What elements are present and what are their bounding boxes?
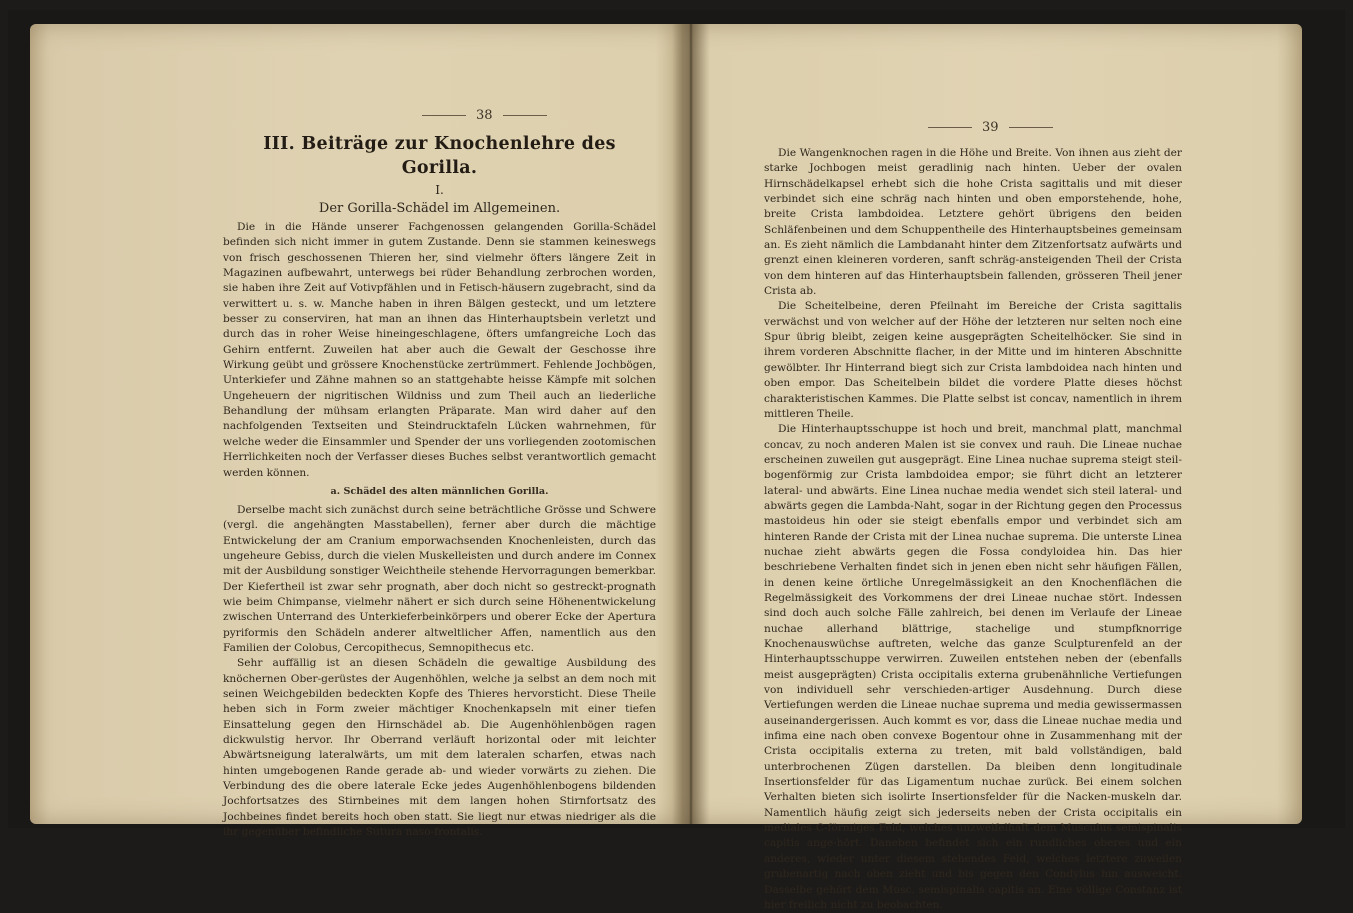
paragraph: Die Hinterhauptsschuppe ist hoch und breit, manchmal platt, manchmal concav, zu noch anderen Malen ist sie convex und rauh. Die Lineae nuchae erscheinen zuweilen gut ausgeprägt. Eine Linea nuchae suprema steigt steil-bogenförmig zur Crista lambdoidea empor; sie führt dicht an letzterer lateral- und abwärts. Eine Linea nuchae media wendet sich steil lateral- und abwärts gegen die Lambda-Naht, sogar in der Richtung gegen den Processus mastoideus hin oder sie steigt ebenfalls empor und verbindet sich am hinteren Rande der Crista mit der Linea nuchae suprema. Die unterste Linea nuchae zieht abwärts gegen die Fossa condyloidea hin. Das hier beschriebene Verhalten findet sich in jenen eben nicht sehr häufigen Fällen, in denen keine örtliche Unregelmässigkeit an den Knochenflächen die Regelmässigkeit des Vorkommens der drei Lineae nuchae stört. Indessen sind doch auch solche Fälle zahlreich, bei denen im Verlaufe der Lineae nuchae allerhand blättrige, stachelige und stumpfknorrige Knochenauswüchse auftreten, welche das ganze Sculpturenfeld an der Hinterhauptsschuppe verwirren. Zuweilen entstehen neben der (ebenfalls meist ausgeprägten) Crista occipitalis externa grubenähnliche Vertiefungen von individuell sehr verschieden-artiger Ausdehnung. Durch diese Vertiefungen werden die Lineae nuchae suprema und media gewissermassen auseinandergerissen. Auch kommt es vor, dass die Lineae nuchae media und infima eine nach oben convexe Bogentour ohne in Zusammenhang mit der Crista occipitalis externa zu treten, mit bald vollständigen, bald unterbrochenen Zügen darstellen. Da bleiben denn longitudinale Insertionsfelder für das Ligamentum nuchae zurück. Bei einem solchen Verhalten bieten sich isolirte Insertionsfelder für die Nacken-muskeln dar. Namentlich häufig zeigt sich jederseits neben der Crista occipitalis ein mediales C-förmiges Feld, welches unzweifelhaft dem Musculus semispinalis capitis ange-hört. Daneben befindet sich ein rundliches oberes und ein anderes, wieder unter diesem stehendes Feld, welches letztere zuweilen grubenartig nach oben zieht und bis gegen den Condylus hin ausweicht. Dasselbe gehört dem Musc. semispinalis capitis an. Eine völlige Constanz ist hier freilich nicht zu beobachten. [764,423,1182,911]
paragraph: Sehr auffällig ist an diesen Schädeln die gewaltige Ausbildung des knöchernen Ober-gerüstes der Augenhöhlen, welche ja selbst an dem noch mit seinen Weichgebilden bedeckten Kopfe des Thieres hervorsticht. Diese Theile heben sich in Form zweier mächtiger Knochenkapseln mit einer tiefen Einsattelung gegen den Hirnschädel ab. Die Augenhöhlenbögen ragen dickwulstig hervor. Ihr Oberrand verläuft horizontal oder mit leichter Abwärtsneigung lateralwärts, um mit dem lateralen scharfen, etwas nach hinten umgebogenen Rande gerade ab- und wieder vorwärts zu ziehen. Die Verbindung des die obere laterale Ecke jedes Augenhöhlenbogens bildenden Jochfortsatzes des Stirnbeines mit dem langen hohen Stirnfortsatz des Jochbeines findet bereits hoch oben statt. Sie liegt nur etwas niedriger als die ihr gegenüber befindliche Sutura naso-frontalis. [223,657,656,839]
paragraph: Die Scheitelbeine, deren Pfeilnaht im Bereiche der Crista sagittalis verwächst und von welcher auf der Höhe der letzteren nur selten noch eine Spur übrig bleibt, zeigen keine ausgeprägten Scheitelhöcker. Sie sind in ihrem vorderen Abschnitte flacher, in der Mitte und im hinteren Abschnitte gewölbter. Ihr Hinterrand biegt sich zur Crista lambdoidea nach hinten und oben empor. Das Scheitelbein bildet die vordere Platte dieses höchst charakteristischen Kammes. Die Platte selbst ist concav, namentlich in ihrem mittleren Theile. [764,300,1182,420]
right-text-column [764,146,1182,913]
subsection-title: a. Schädel des alten männlichen Gorilla. [330,485,549,497]
section-title: Der Gorilla-Schädel im Allgemeinen. [318,201,561,216]
left-page [30,24,682,839]
left-text-column [223,132,656,840]
paragraph: Die Wangenknochen ragen in die Höhe und Breite. Von ihnen aus zieht der starke Jochbogen meist geradlinig nach hinten. Ueber der ovalen Hirnschädelkapsel erhebt sich die hohe Crista sagittalis und mit dieser verbindet sich eine schräg nach hinten und oben emporstehende, hohe, breite Crista lambdoidea. Letztere gehört übrigens den beiden Schläfenbeinen und dem Schuppentheile des Hinterhauptsbeines gemeinsam an. Es zieht nämlich die Lambdanaht hinter dem Zitzenfortsatz aufwärts und grenzt einen kleineren vorderen, sanft schräg-ansteigenden Theil der Crista von dem hinteren auf das Hinterhauptsbein fallenden, grösseren Theil jener Crista ab. [764,147,1182,298]
right-page [682,24,1302,911]
page-number-left [422,108,547,123]
page-number-text: 38 [476,108,493,123]
section-numeral: I. [435,183,444,197]
paragraph: Die in die Hände unserer Fachgenossen gelangenden Gorilla-Schädel befinden sich nicht immer in gutem Zustande. Denn sie stammen keineswegs von frisch geschossenen Thieren her, sind vielmehr öfters längere Zeit in Magazinen aufbewahrt, unterwegs bei rüder Behandlung zerbrochen worden, sie haben ihre Zeit auf Votivpfählen und in Fetisch-häusern zugebracht, sind da verwittert u. s. w. Manche haben in ihren Bälgen gesteckt, und um letztere besser zu conserviren, hat man an ihnen das Hinterhauptsbein verletzt und durch das in roher Weise hineingeschlagene, öfters umfangreiche Loch das Gehirn entfernt. Zuweilen hat aber auch die Gewalt der Geschosse ihre Wirkung geübt und grössere Knochenstücke zertrümmert. Fehlende Jochbögen, Unterkiefer und Zähne mahnen so an stattgehabte heisse Kämpfe mit solchen Ungeheuern der nigritischen Wildniss und zum Theil auch an liederliche Behandlung der mühsam erlangten Präparate. Man wird daher auf den nachfolgenden Textseiten und Steindrucktafeln Lücken wahrnehmen, für welche weder die Einsammler und Spender der uns vorliegenden zootomischen Herrlichkeiten noch der Verfasser dieses Buches selbst verantwortlich gemacht werden können. [223,221,656,479]
page-number-right [928,120,1053,135]
book-gutter [672,24,710,824]
rule [422,115,466,116]
page-number-text: 39 [982,120,999,135]
paragraph: Derselbe macht sich zunächst durch seine beträchtliche Grösse und Schwere (vergl. die angehängten Masstabellen), ferner aber durch die mächtige Entwickelung der am Cranium emporwachsenden Knochenleisten, durch das ungeheure Gebiss, durch die vielen Muskelleisten und durch andere im Connex mit der Ausbildung sonstiger Weichtheile stehende Hervorragungen bemerkbar. Der Kiefertheil ist zwar sehr prognath, aber doch nicht so gestreckt-prognath wie beim Chimpanse, vielmehr nähert er sich durch seine Höhenentwickelung zwischen Unterrand des Unterkieferbeinkörpers und oberer Ecke der Apertura pyriformis den Schädeln anderer altweltlicher Affen, namentlich aus den Familien der Colobus, Cercopithecus, Semnopithecus etc. [223,503,656,654]
rule [1009,127,1053,128]
rule [503,115,547,116]
chapter-title: III. Beiträge zur Knochenlehre des Gorilla. [263,134,616,178]
rule [928,127,972,128]
